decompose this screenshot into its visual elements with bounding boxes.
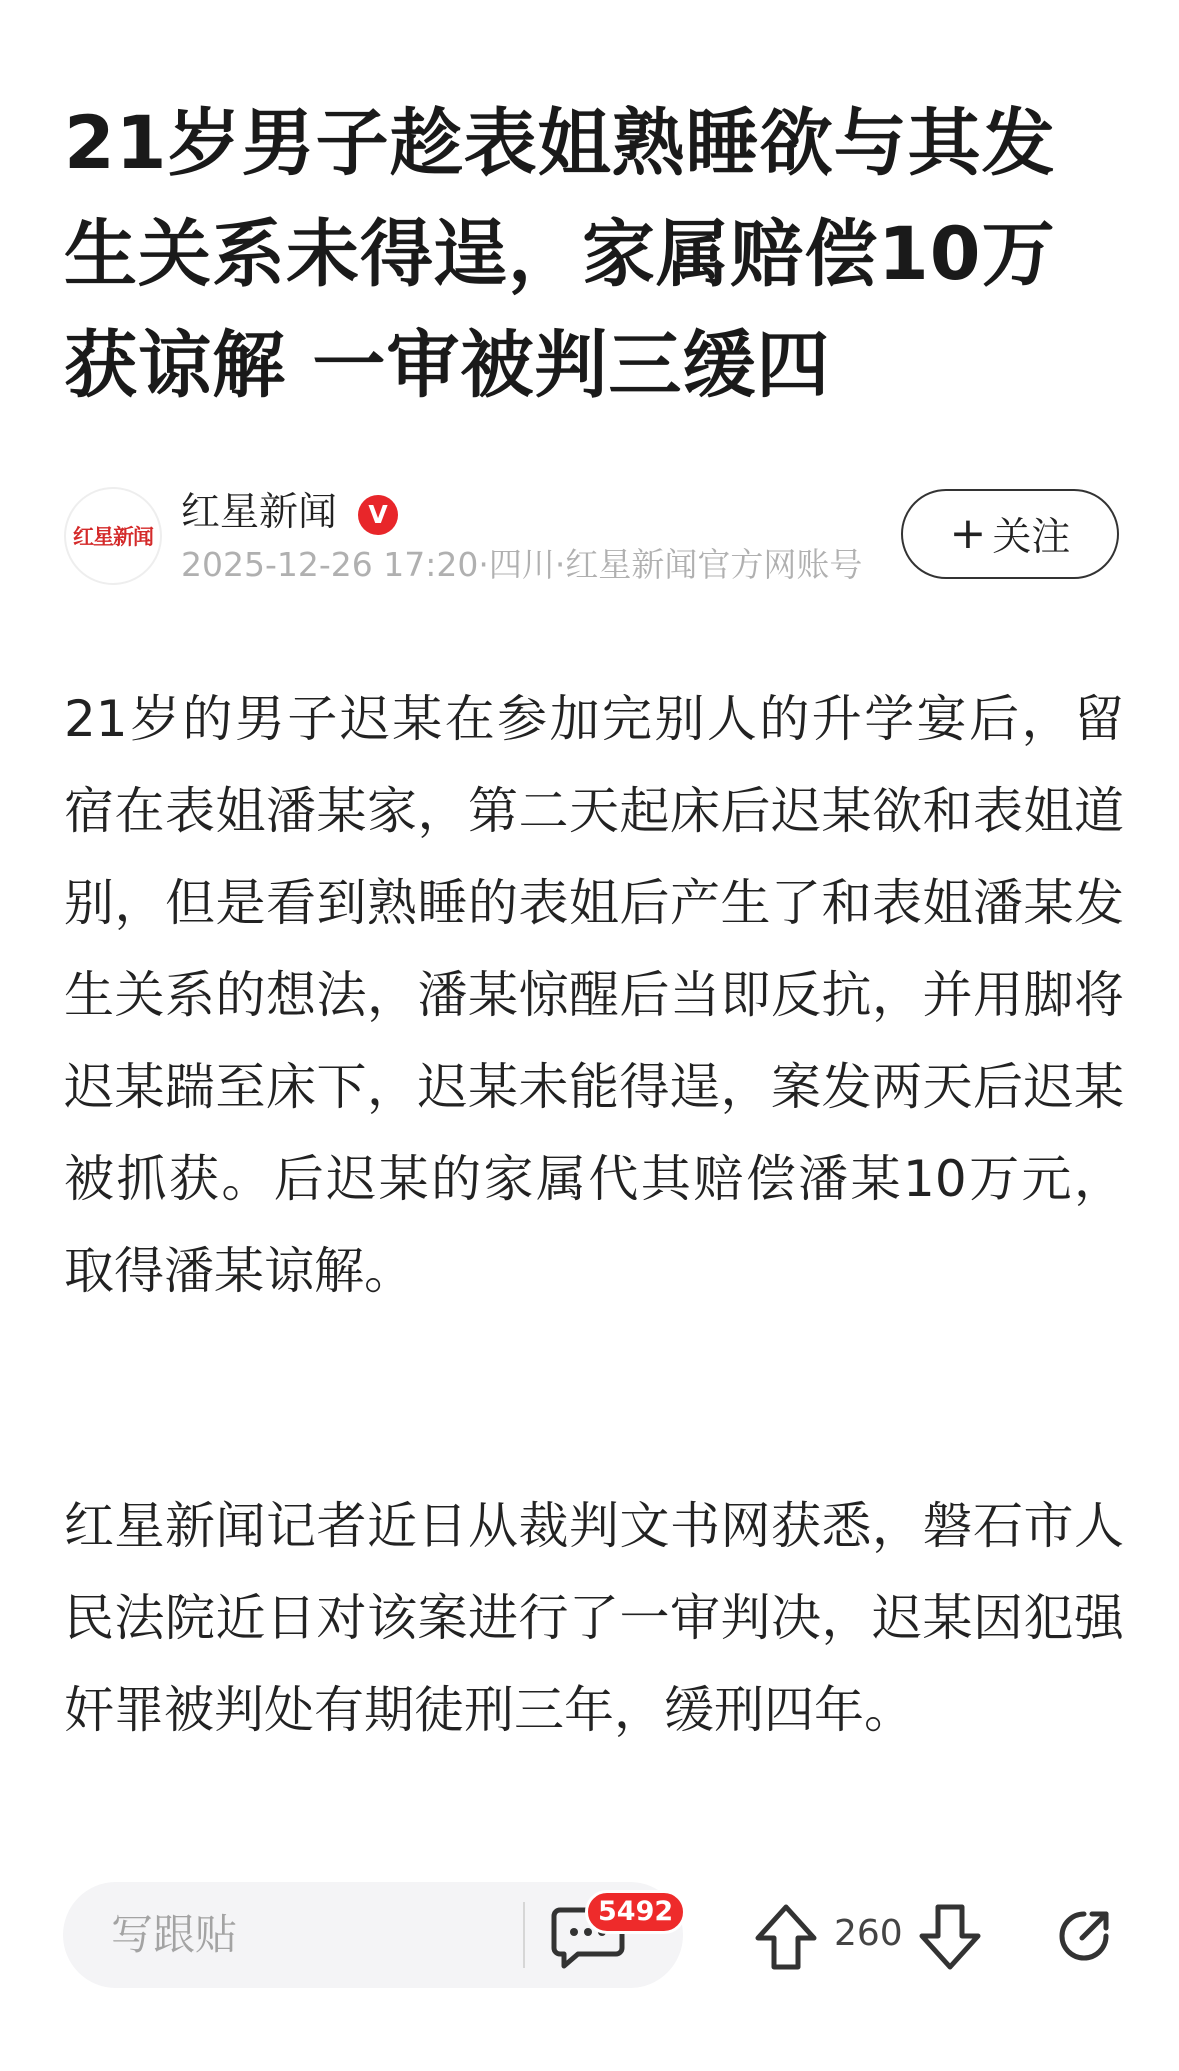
verified-icon: V [358,495,398,535]
article-headline: 21岁男子趁表姐熟睡欲与其发生关系未得逞，家属赔偿10万获谅解 一审被判三缓四 [64,101,1056,408]
follow-label: 关注 [992,515,1071,560]
upvote-icon[interactable] [754,1902,818,1972]
avatar-logo: 红星新闻 [73,524,153,549]
comment-box[interactable] [63,1882,683,1988]
comment-input[interactable]: 写跟贴 [111,1910,238,1959]
avatar[interactable] [64,487,162,585]
share-icon[interactable] [1056,1908,1112,1964]
author-name[interactable]: 红星新闻 [181,490,338,535]
comment-count-badge: 5492 [585,1890,686,1934]
article-paragraph: 红星新闻记者近日从裁判文书网获悉，磐石市人民法院近日对该案进行了一审判决，迟某因犯强奸罪被判处有期徒刑三年，缓刑四年。 [64,1497,1124,1739]
vote-count: 260 [834,1913,903,1954]
bottom-action-bar [0,1880,1179,1990]
comment-divider [523,1902,525,1968]
plus-icon: + [949,508,987,559]
downvote-icon[interactable] [918,1902,982,1972]
follow-button[interactable] [901,489,1119,579]
author-meta: 2025-12-26 17:20·四川·红星新闻官方网账号 [181,545,863,584]
author-row [64,487,1124,587]
article-paragraph: 21岁的男子迟某在参加完别人的升学宴后，留宿在表姐潘某家，第二天起床后迟某欲和表姐道别，但是看到熟睡的表姐后产生了和表姐潘某发生关系的想法，潘某惊醒后当即反抗，并用脚将迟某踹至床下，迟某未能得逞，案发两天后迟某被抓获。后迟某的家属代其赔偿潘某10万元，取得潘某谅解。 [64,690,1124,1300]
